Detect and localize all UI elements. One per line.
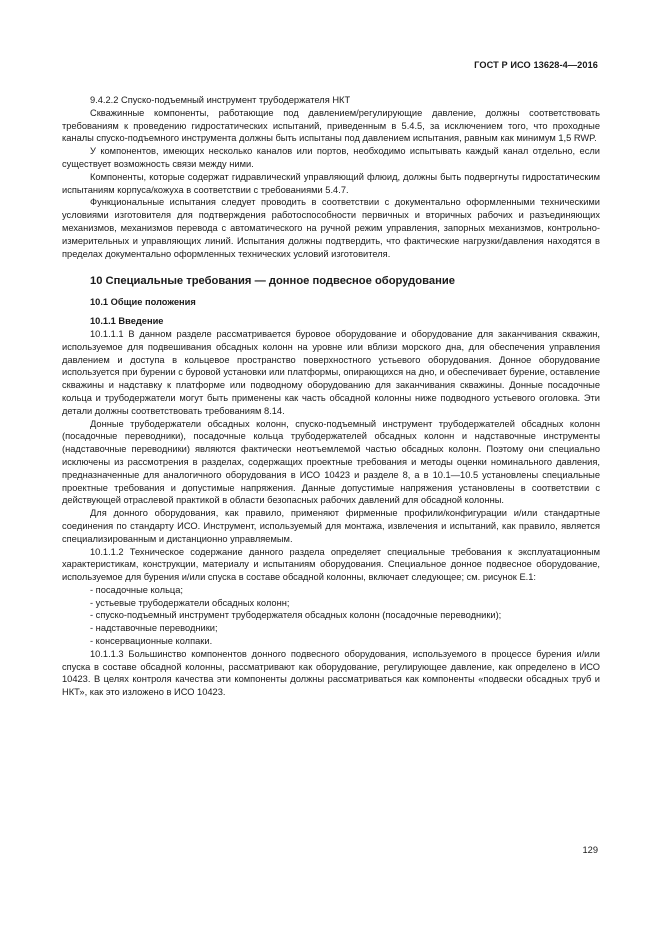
subsubsection-title: 10.1.1 Введение <box>90 316 164 327</box>
subsection-title: 10.1 Общие положения <box>90 297 196 308</box>
section-title: 10 Специальные требования — донное подвесное оборудование <box>90 275 455 288</box>
paragraph: Донные трубодержатели обсадных колонн, спуско-подъемный инструмент трубодержателей обсадных колонн (посадочные переводники), посадочные кольца трубодержателей обсадных колонн и надставочные инструменты (надставочные переводники) являются фактически неотъемлемой частью обсадных колонн. Поэтому они специально исключены из рассмотрения в разделах, содержащих проектные требования и методы оценки номинального давления, предназначенные для аналогичного оборудования в ИСО 10423 и разделе 8, а в 10.1—10.5 установлены специальные проектные требования и допустимые напряжения. Данные допустимые напряжения установлены в соответствии с действующей отраслевой практикой в области безопасных рабочих давлений для обсадной колонны. <box>62 418 600 506</box>
paragraph-heading-9-4-2-2: 9.4.2.2 Спуско-подъемный инструмент трубодержателя НКТ <box>90 95 351 105</box>
paragraph: Функциональные испытания следует проводить в соответствии с документально оформленными техническими условиями изготовителя для подтверждения работоспособности первичных и вторичных рабочих и разъединяющих механизмов, механизмов перевода с автоматического на ручной режим управления, запорных механизмов, контрольно-измерительных и управляющих линий. Испытания должны подтвердить, что фактические нагрузки/давления находятся в пределах документально оформленных технических условий изготовителя. <box>62 197 600 259</box>
page-number: 129 <box>582 845 598 855</box>
standard-header: ГОСТ Р ИСО 13628-4—2016 <box>474 60 598 70</box>
paragraph: У компонентов, имеющих несколько каналов или портов, необходимо испытывать каждый канал отдельно, если существует возможность связи между ними. <box>62 146 600 169</box>
paragraph: 10.1.1.2 Техническое содержание данного раздела определяет специальные требования к эксплуатационным характеристикам, конструкции, материалу и испытаниям оборудования. Специальное донное подвесное оборудование, используемое для бурения и/или спуска в составе обсадной колонны, включает следующее; см. рисунок Е.1: <box>62 546 600 583</box>
list-item: - посадочные кольца; <box>90 584 183 595</box>
paragraph: Скважинные компоненты, работающие под давлением/регулирующие давление, должны соответствовать требованиям к проведению гидростатических испытаний, приведенным в 5.4.5, за исключением того, что проходные каналы спуско-подъемного инструмента должны быть испытаны под давлением испытания, равным как минимум 1,5 RWP. <box>62 107 600 144</box>
paragraph: 10.1.1.1 В данном разделе рассматривается буровое оборудование и оборудование для заканчивания скважин, используемое для подвешивания обсадных колонн на уровне или вблизи морского дна, для обеспечения управления давлением и доступа в кольцевое пространство поверхностного устьевого оборудования. Донное оборудование используется при бурении с буровой установки или платформы, опирающихся на дно, и обеспечивает бурение, оставление скважины и надставку к платформе или подводному оборудованию для заканчивания скважины. Донные посадочные кольца и трубодержатели могут быть применены как часть обсадной колонны ниже подводного устьевого оголовка. Эти детали должны соответствовать требованиям 8.14. <box>62 328 600 416</box>
list-item: - надставочные переводники; <box>90 623 218 634</box>
list-item: - устьевые трубодержатели обсадных колонн; <box>90 597 290 608</box>
paragraph: Компоненты, которые содержат гидравлический управляющий флюид, должны быть подвергнуты гидростатическим испытаниям корпуса/кожуха в соответствии с требованиями 5.4.7. <box>62 171 600 195</box>
list-item: - спуско-подъемный инструмент трубодержателя обсадных колонн (посадочные переводники); <box>90 610 502 621</box>
paragraph: Для донного оборудования, как правило, применяют фирменные профили/конфигурации и/или стандартные соединения по стандарту ИСО. Инструмент, используемый для монтажа, извлечения и испытаний, как правило, является специализированным и дистанционно управляемым. <box>62 508 600 544</box>
list-item: - консервационные колпаки. <box>90 636 213 647</box>
paragraph: 10.1.1.3 Большинство компонентов донного подвесного оборудования, используемого в процессе бурения и/или спуска в составе обсадной колонны, рассматривают как оборудование, регулирующее давление, как определено в ИСО 10423. В целях контроля качества эти компоненты должны рассматриваться как компоненты «подвески обсадных труб и НКТ», как это изложено в ИСО 10423. <box>62 648 600 698</box>
page-content <box>62 94 600 699</box>
